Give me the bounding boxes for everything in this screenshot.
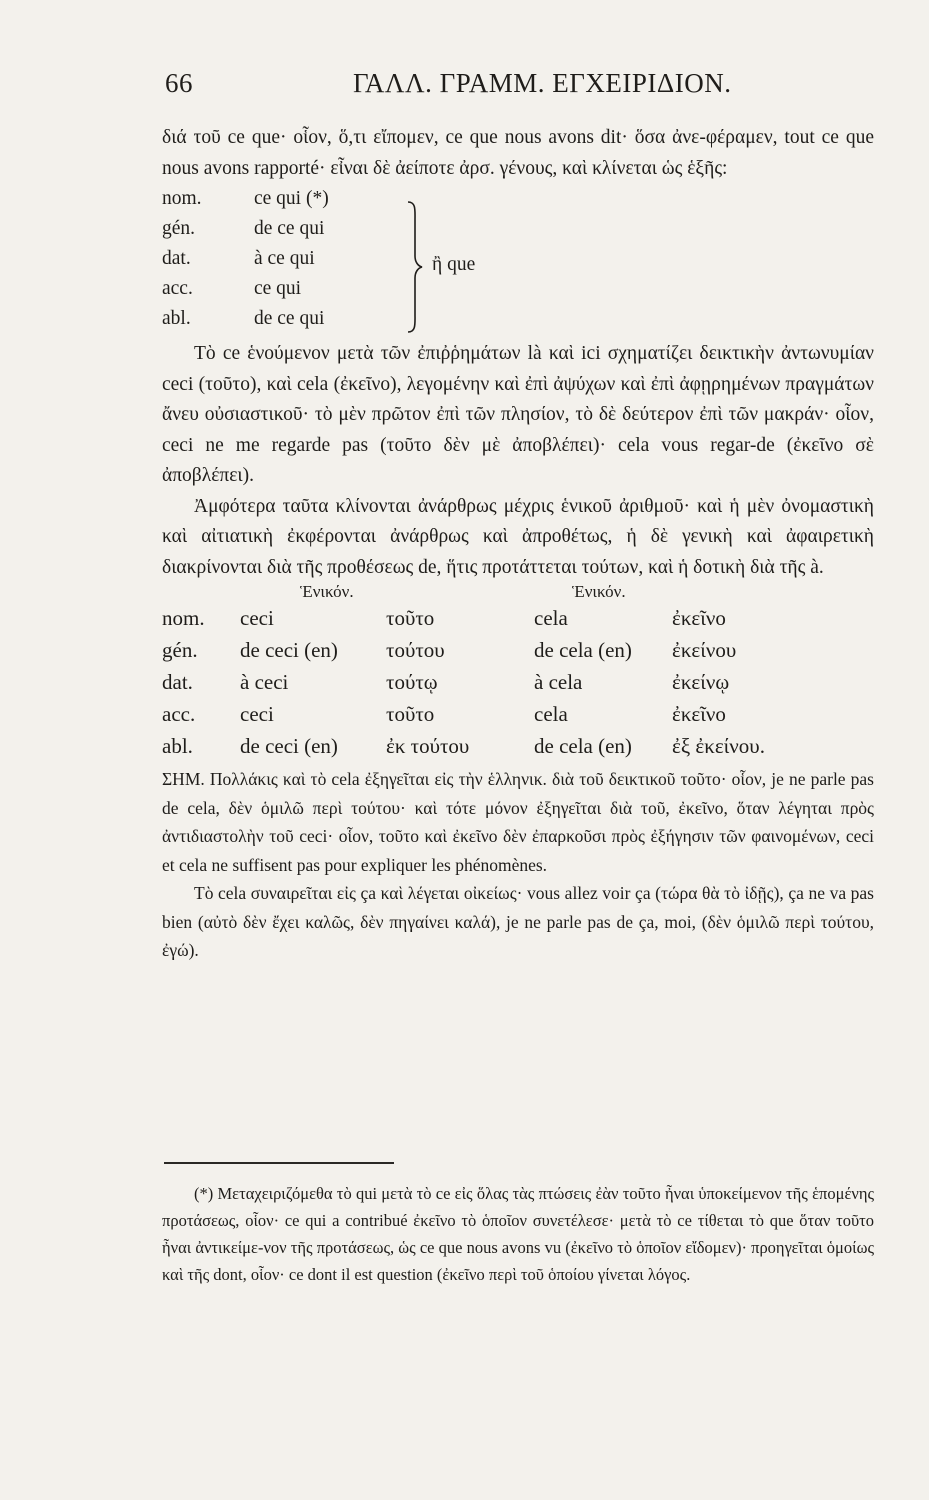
case-label: abl. <box>162 734 193 758</box>
french-form: de cela (en) <box>534 638 632 662</box>
declension-row <box>162 214 562 244</box>
paragraph-ceci-cela: Τὸ ce ἑνούμενον μετὰ τῶν ἐπιῤῥημάτων là καὶ ici σχηματίζει δεικτικὴν ἀντωνυμίαν ceci (τοῦτο), καὶ cela (ἐκεῖνο), λεγομένην καὶ ἐπὶ ἀψύχων καὶ ἐπὶ ἀφῃρημένων πραγμάτων ἄνευ οὐσιαστικοῦ· τὸ μὲν πρῶτον ἐπὶ τῶν πλησίον, τὸ δὲ δεύτερον ἐπὶ τῶν μακράν· οἷον, ceci ne me regarde pas (τοῦτο δὲν μὲ ἀποβλέπει)· cela vous regar-de (ἐκεῖνο σὲ ἀποβλέπει). <box>162 343 874 486</box>
alternative-form: ἢ que <box>432 254 476 275</box>
case-label: gén. <box>162 218 196 239</box>
paragraph-declension-rule: Ἀμφότερα ταῦτα κλίνονται ἀνάρθρως μέχρις ἑνικοῦ ἀριθμοῦ· καὶ ἡ μὲν ὀνομαστικὴ καὶ αἰτιατικὴ ἐκφέρονται ἀνάρθρως καὶ ἀπροθέτως, ἡ δὲ γενικὴ καὶ ἀφαιρετικὴ διακρίνονται διὰ τῆς προθέσεως de, ἥτις προτάττεται τούτων, καὶ ἡ δοτικὴ διὰ τῆς à. <box>162 495 874 578</box>
greek-form: ἐξ ἐκείνου. <box>672 734 765 758</box>
french-form: cela <box>534 702 568 726</box>
french-form: à cela <box>534 670 583 694</box>
column-header-singular: Ἑνικόν. <box>572 582 626 601</box>
french-form: de cela (en) <box>534 734 632 758</box>
case-form: ce qui <box>254 278 302 299</box>
greek-form: ἐκεῖνο <box>672 702 726 726</box>
declension-row <box>162 274 562 304</box>
french-form: de ceci (en) <box>240 638 338 662</box>
greek-form: ἐκεῖνο <box>672 606 726 630</box>
declension-row <box>162 731 874 765</box>
footnote-divider <box>164 1162 394 1164</box>
greek-form: τοῦτο <box>386 606 435 630</box>
case-label: nom. <box>162 606 205 630</box>
declension-row <box>162 667 874 701</box>
declension-ce-qui <box>162 184 874 339</box>
french-form: ceci <box>240 702 274 726</box>
greek-form: ἐκείνου <box>672 638 737 662</box>
greek-form: τοῦτο <box>386 702 435 726</box>
page-body <box>162 123 874 965</box>
declension-row <box>162 635 874 669</box>
column-header-singular: Ἑνικόν. <box>300 582 354 601</box>
case-form: de ce qui <box>254 308 325 329</box>
paragraph-ca: Τὸ cela συναιρεῖται εἰς ça καὶ λέγεται οἰκείως· vous allez voir ça (τώρα θὰ τὸ ἰδῇς), ça ne va pas bien (αὐτὸ δὲν ἔχει καλῶς, δὲν πηγαίνει καλά), je ne parle pas de ça, moi, (δὲν ὁμιλῶ περὶ τούτου, ἐγώ). <box>162 883 874 960</box>
paragraph-intro: διά τοῦ ce que· οἷον, ὅ,τι εἴπομεν, ce que nous avons dit· ὅσα ἀνε-φέραμεν, tout ce que nous avons rapporté· εἶναι δὲ ἀείποτε ἀρσ. γένους, καὶ κλίνεται ὡς ἑξῆς: <box>162 127 874 179</box>
page-header <box>165 68 875 104</box>
declension-ceci-cela <box>162 583 874 765</box>
case-label: dat. <box>162 248 191 269</box>
greek-form: τούτῳ <box>386 670 438 694</box>
greek-form: τούτου <box>386 638 445 662</box>
curly-brace-icon <box>406 200 424 334</box>
french-form: à ceci <box>240 670 289 694</box>
footnote: (*) Μεταχειριζόμεθα τὸ qui μετὰ τὸ ce εἰς ὅλας τὰς πτώσεις ἐὰν τοῦτο ἦναι ὑποκείμενον τῆς ἑπομένης προτάσεως, οἷον· ce qui a contribué ἐκεῖνο τὸ ὁποῖον συνετέλεσε· μετὰ τὸ ce τίθεται τὸ que ὅταν τοῦτο ἦναι ἀντικείμε-νον τῆς προτάσεως, ὡς ce que nous avons vu (ἐκεῖνο τὸ ὁποῖον εἴδομεν)· προηγεῖται ὁμοίως καὶ τῆς dont, οἷον· ce dont il est question (ἐκεῖνο περὶ τοῦ ὁποίου γίνεται λόγος. <box>162 1184 874 1284</box>
declension-row <box>162 244 562 274</box>
french-form: ceci <box>240 606 274 630</box>
case-form: de ce qui <box>254 218 325 239</box>
greek-form: ἐκείνῳ <box>672 670 730 694</box>
page-number: 66 <box>165 68 193 98</box>
french-form: de ceci (en) <box>240 734 338 758</box>
case-label: nom. <box>162 188 202 209</box>
case-form: ce qui (*) <box>254 188 329 209</box>
declension-row <box>162 184 562 214</box>
case-label: acc. <box>162 702 196 726</box>
greek-form: ἐκ τούτου <box>386 734 470 758</box>
case-label: abl. <box>162 308 191 329</box>
case-label: gén. <box>162 638 198 662</box>
declension-row <box>162 304 562 334</box>
remark-paragraph: ΣΗΜ. Πολλάκις καὶ τὸ cela ἐξηγεῖται εἰς τὴν ἑλληνικ. διὰ τοῦ δεικτικοῦ τοῦτο· οἷον, je ne parle pas de cela, δὲν ὁμιλῶ περὶ τούτου· καὶ τότε μόνον ἐξηγεῖται διὰ τοῦ, ἐκεῖνο, ὅταν λέγηται πρὸς ἀντιδιαστολὴν τοῦ ceci· οἷον, τοῦτο καὶ ἐκεῖνο δὲν ἐπαρκοῦσι πρὸς ἐξήγησιν τῶν φαινομένων, ceci et cela ne suffisent pas pour expliquer les phénomènes. <box>162 769 874 875</box>
case-form: à ce qui <box>254 248 315 269</box>
declension-row <box>162 603 874 637</box>
declension-row <box>162 699 874 733</box>
case-label: dat. <box>162 670 193 694</box>
case-label: acc. <box>162 278 193 299</box>
running-title: ΓΑΛΛ. ΓΡΑΜΜ. ΕΓΧΕΙΡΙΔΙΟΝ. <box>353 68 732 98</box>
french-form: cela <box>534 606 568 630</box>
